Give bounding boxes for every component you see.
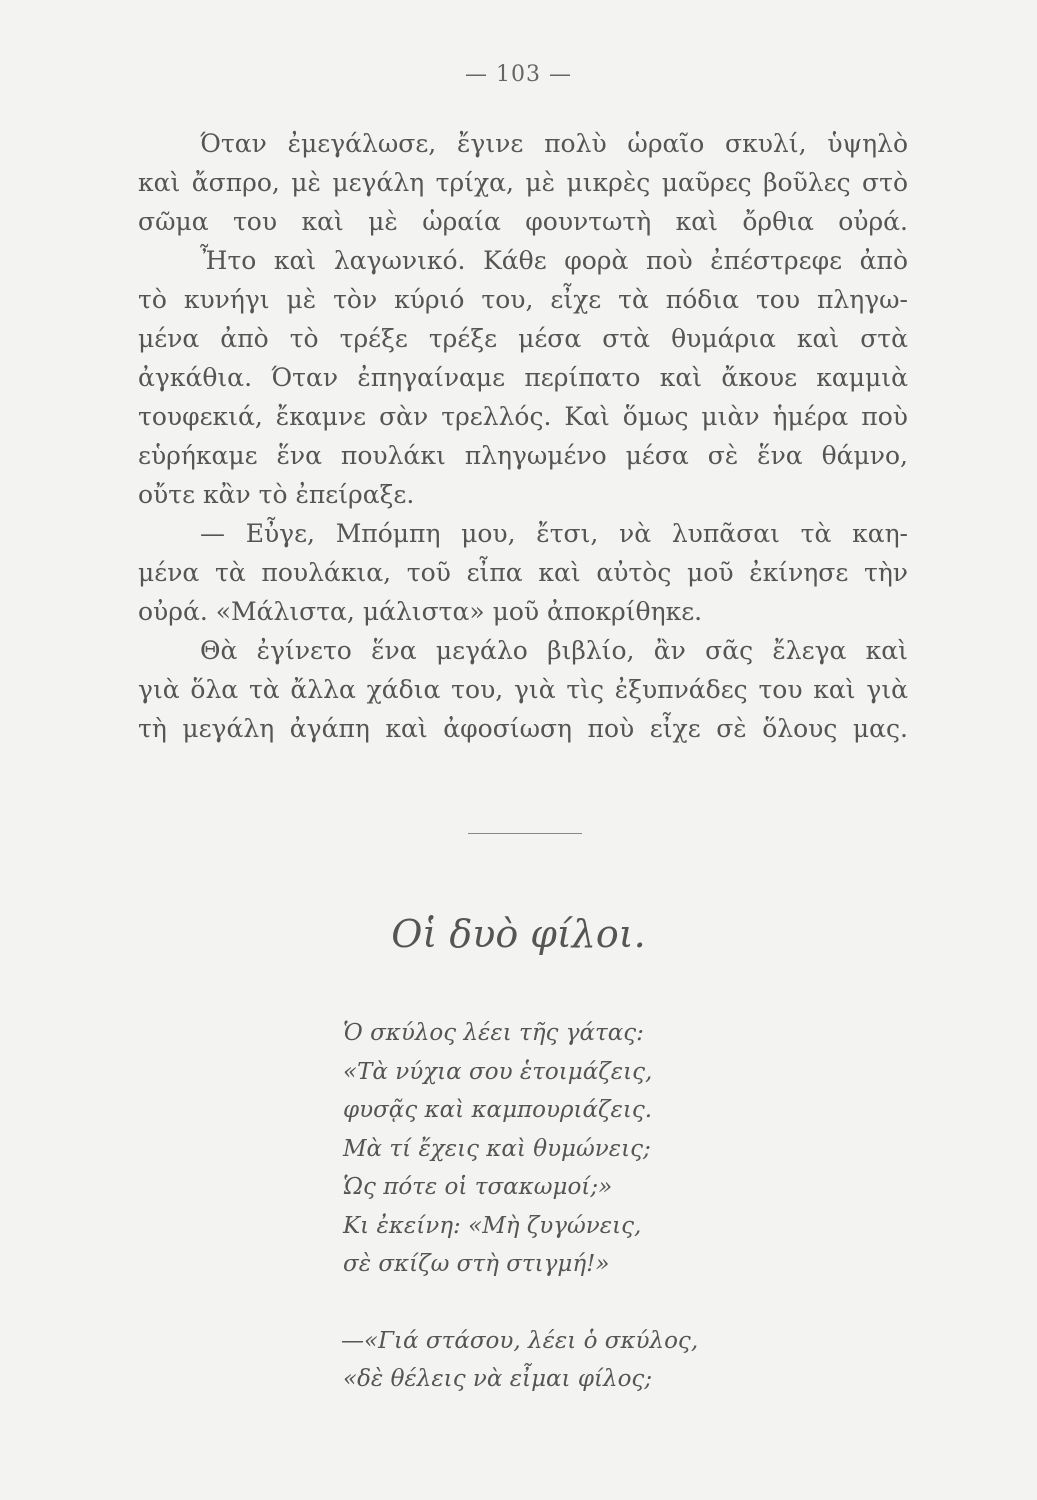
prose-line: Όταν ἐμεγάλωσε, ἔγινε πολὺ ὡραῖο σκυλί, ὑψηλὸ [200,129,908,158]
prose-line: τὴ μεγάλη ἀγάπη καὶ ἀφοσίωση ποὺ εἶχε σὲ ὅλους μας. [138,714,908,743]
prose-line: οὔτε κἂν τὸ ἐπείραξε. [138,480,415,509]
poem-line: Ὡς πότε οἱ τσακωμοί;» [343,1174,613,1200]
poem-line: σὲ σκίζω στὴ στιγμή!» [343,1251,610,1277]
poem-line: «Τὰ νύχια σου ἑτοιμάζεις, [343,1058,653,1085]
section-divider [468,833,582,834]
poem-title: Οἱ δυὸ φίλοι. [391,912,646,956]
prose-line: τουφεκιά, ἔκαμνε σὰν τρελλός. Καὶ ὅμως μιὰν ἡμέρα ποὺ [138,402,908,431]
prose-line: γιὰ ὅλα τὰ ἄλλα χάδια του, γιὰ τὶς ἐξυπνάδες του καὶ γιὰ [138,675,908,704]
poem-line: Μὰ τί ἔχεις καὶ θυμώνεις; [343,1135,651,1162]
poem-line: «δὲ θέλεις νὰ εἶμαι φίλος; [343,1366,653,1392]
prose-line: — Εὖγε, Μπόμπη μου, ἔτσι, νὰ λυπᾶσαι τὰ καη- [200,519,908,548]
stanza-gap [343,1284,783,1322]
prose-line: οὐρά. «Μάλιστα, μάλιστα» μοῦ ἀποκρίθηκε. [138,597,703,626]
prose-line: σῶμα του καὶ μὲ ὡραία φουντωτὴ καὶ ὄρθια οὐρά. [138,207,908,236]
prose-line: Ἦτο καὶ λαγωνικό. Κάθε φορὰ ποὺ ἐπέστρεφε ἀπὸ [200,246,908,275]
prose-line: μένα ἀπὸ τὸ τρέξε τρέξε μέσα στὰ θυμάρια καὶ στὰ [138,324,908,353]
prose-line: εὑρήκαμε ἕνα πουλάκι πληγωμένο μέσα σὲ ἕνα θάμνο, [138,441,908,470]
poem-body [343,1014,783,1399]
page-number: — 103 — [465,62,572,87]
prose-line: τὸ κυνήγι μὲ τὸν κύριό του, εἶχε τὰ πόδια του πληγω- [138,285,908,314]
prose-line: καὶ ἄσπρο, μὲ μεγάλη τρίχα, μὲ μικρὲς μαῦρες βοῦλες στὸ [138,168,908,197]
poem-line: φυσᾷς καὶ καμπουριάζεις. [343,1097,653,1123]
poem-line: —«Γιά στάσου, λέει ὁ σκύλος, [341,1327,699,1354]
poem-line: Ὁ σκύλος λέει τῆς γάτας: [343,1020,644,1046]
prose-line: μένα τὰ πουλάκια, τοῦ εἶπα καὶ αὐτὸς μοῦ ἐκίνησε τὴν [138,558,908,587]
prose-body [138,124,908,748]
prose-line: Θὰ ἐγίνετο ἕνα μεγάλο βιβλίο, ἂν σᾶς ἔλεγα καὶ [200,636,908,665]
poem-line: Κι ἐκείνη: «Μὴ ζυγώνεις, [343,1212,642,1239]
prose-line: ἀγκάθια. Όταν ἐπηγαίναμε περίπατο καὶ ἄκουε καμμιὰ [138,363,908,392]
